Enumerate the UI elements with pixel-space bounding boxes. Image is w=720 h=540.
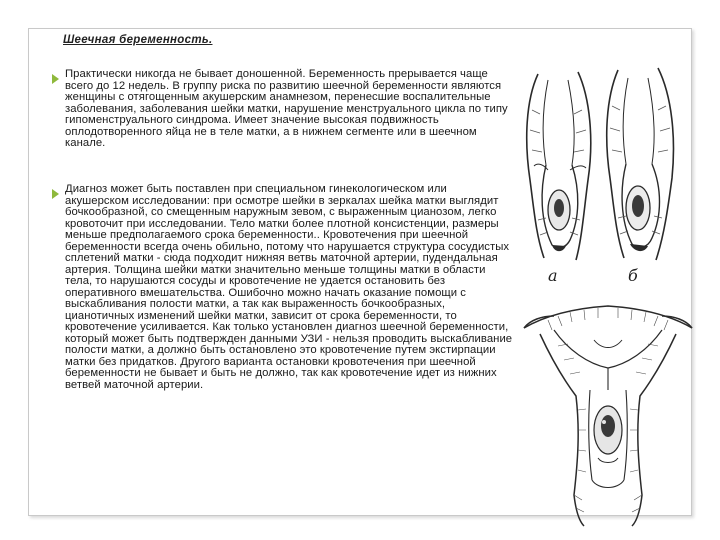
figure-label-a: а xyxy=(548,266,558,285)
cervix-illustration-a xyxy=(518,70,600,262)
bullet-arrow-icon xyxy=(52,74,59,84)
paragraph-2: Диагноз может быть поставлен при специальном гинекологическом или акушерском исследовании: при осмотре шейки в зеркалах шейка матки выглядит бочкообразной, со смещенным наружным зевом, с выраженным цианозом, легко кровоточит при исследовании. Тело матки более плотной консистенции, размеры меньше предполагаемого срока беременности.. Кровотечения при шеечной беременности всегда очень обильно, потому что нарушается структура сосудистых сплетений матки - сюда подходит нижняя ветвь маточной артерии, пудендальная артерия. Толщина шейки матки значительно меньше толщины матки в области тела, то нарушаются сосуды и кровотечение не удается остановить без оперативного вмешательства. Ошибочно можно начать оказание помощи с выскабливания полости матки, а так как выраженность бочкообразных, цианотичных изменений шейки матки, зависит от срока беременности, то кровотечение усиливается. Как только установлен диагноз шеечной беременности, который может быть подтвержден данными УЗИ - нельзя проводить выскабливание полости матки, а должно быть остановлено это кровотечение путем экстирпации матки без придатков. Другого варианта остановки кровотечения при шеечной беременности не бывает и быть не должно, так как кровотечение идет из нижних ветвей маточной артерии. xyxy=(65,183,513,391)
uterus-illustration xyxy=(518,290,698,528)
paragraph-1: Практически никогда не бывает доношенной. Беременность прерывается чаще всего до 12 недель. В группу риска по развитию шеечной беременности являются женщины с отягощенным акушерским анамнезом, перенесшие воспалительные заболевания, заболевания шейки матки, нарушение менструального цикла по типу гипоменструального синдрома. Имеет значение высокая подвижность оплодотворенного яйца не в теле матки, а в нижнем сегменте или в шеечном канале. xyxy=(65,68,508,149)
cervix-illustration-b xyxy=(600,66,682,262)
figure-label-b: б xyxy=(628,266,638,285)
slide-title: Шеечная беременность. xyxy=(63,34,213,46)
bullet-arrow-icon xyxy=(52,189,59,199)
